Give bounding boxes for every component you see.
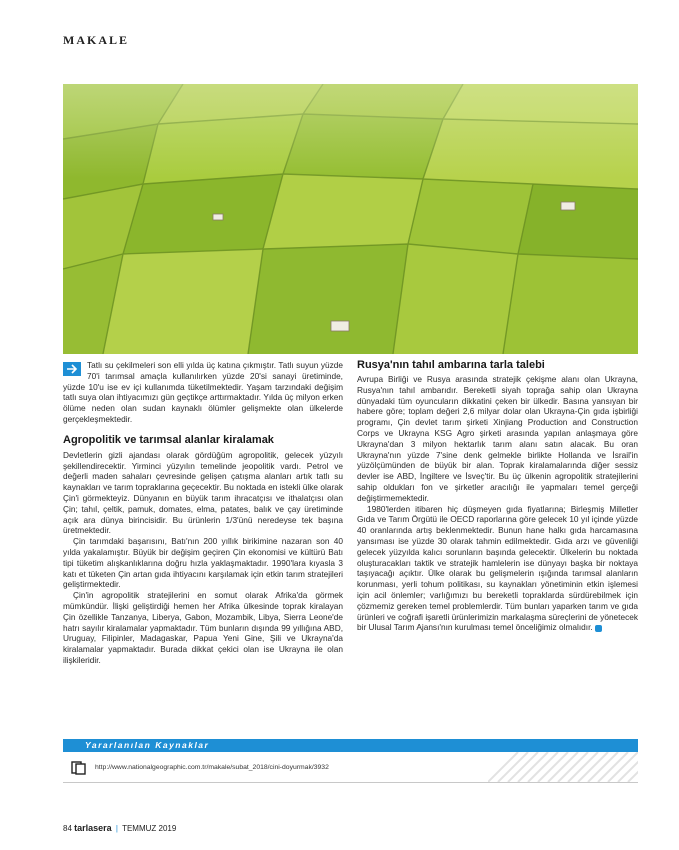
intro-block (63, 360, 343, 425)
stripe-pattern-icon (488, 752, 638, 782)
paragraph: Avrupa Birliği ve Rusya arasında stratejik çekişme alanı olan Ukrayna, Rusya'nın tahıl ambarıdır. Bereketli siyah toprağa sahip olan Ukrayna dünyadaki tüm oyuncuların dikkatini çeken bir ülkedir. Basına yansıyan bir habere göre; toplam değeri 2,6 milyar dolar olan Ukrayna-Çin gıda işbirliği programı, Çin devlet tarım şirketi Xinjiang Production and Construction Corps ve Ukrayna KSG Agro şirketi arasında yapılan anlaşmaya göre Ukrayna'dan 3 milyon hektarlık tarım alanı satın alacak. Bu oran Ukrayna'nın yüzde 7'sine denk gelmekle birlikte Hollanda ve İsrail'in yüzölçümünden de büyük bir alan. Toprak kiralamalarında diğer sessiz devler ise ABD, İngiltere ve İsveç'tir. Bu üç ülkenin agropolitik stratejilerini sahip oldukları fon ve şirketler aracılığı ile yapmaları temel gerçeği değiştirmemektedir. (357, 374, 638, 503)
issue-date: TEMMUZ 2019 (122, 824, 177, 833)
page-number: 84 (63, 824, 72, 833)
sources-title: Yararlanılan Kaynaklar (85, 740, 210, 750)
left-column (63, 360, 343, 666)
brand-name: tarlasera (74, 823, 112, 833)
paragraph (357, 504, 638, 634)
end-mark-icon (595, 625, 602, 632)
paragraph-text: 1980'lerden itibaren hiç düşmeyen gıda fiyatlarına; Birleşmiş Milletler Gıda ve Tarım Örgütü ile OECD raporlarına göre gelecek 10 yıl içinde yüzde 40 oranlarında artış beklenmektedir. Bunun hane halkı gıda harcamasına yansıması ise yüzde 30 olarak tahmin edilmektedir. Gıda arzı ve güvenliği gelecek yüzyılda kalıcı sorunların başında gelecektir. Ülkelerin bu noktada oluşturacakları taktik ve stratejik hamlelerin ise dünyayı başka bir noktaya taşıyacağı açıktır. Ülke olarak bu gelişmelerin ışığında tarımsal alanların korunması, yerli tohum politikası, su kaynakları yönetiminin etkin işlemesi için acil önlemler; varlığımızı bu bereketli topraklarda sürdürebilmek için çözmemiz gereken temel problemlerdir. Tüm bunları yaparken tarım ve gıda ürünleri ve coğrafi işaretli ürünlerimizin markalaşma süreçlerini de yönetecek bir Ulusal Tarım Ajansı'nın kurulması temel önceliğimiz olmalıdır. (357, 503, 638, 633)
sources-box (63, 752, 638, 783)
paragraph: Devletlerin gizli ajandası olarak gördüğüm agropolitik, gelecek yüzyılı şekillendirecektir. Yirminci yüzyılın temelinde jeopolitik vardı. Petrol ve değerli maden sahaları çevresinde gelişen çatışma alanları artık tatlı su kaynakları ve tarım topraklarına geçecektir. Bu noktada en istekli ülke olarak Çin'i görmekteyiz. Dünyanın en büyük tarım ihracatçısı ve ithalatçısı olan Çin; tahıl, çeltik, pamuk, domates, elma, patates, balık ve çay üretiminde açık ara dünya birincisidir. Bu ürünlerin 1/3'ünü neredeyse tek başına üretmektedir. (63, 449, 343, 536)
link-icon (71, 761, 87, 775)
intro-paragraph: Tatlı su çekilmeleri son elli yılda üç katına çıkmıştır. Tatlı suyun yüzde 70'i tarımsal amaçla kullanılırken yüzde 20'si sanayi üretiminde, yüzde 10'u ise ev içi kullanımda tüketilmektedir. Yaşam tarzındaki değişim tatlı suya olan ihtiyacımızı gün geçtikçe arttırmaktadır. Yılda üç milyon erken ölüme neden olan sudan kaynaklı ölümler gelişmekte olan ülkelerde gerçekleşmektedir. (63, 360, 343, 424)
page-footer (63, 823, 176, 833)
paragraph: Çin'in agropolitik stratejilerini en somut olarak Afrika'da görmek mümkündür. İlişki geliştirdiği hemen her Afrika ülkesinde toprak kiralayan Çin özellikle Tanzanya, Liberya, Gabon, Mozambik, Libya, Sierra Leone'de hatrı sayılır kiralamalar yapmaktadır. Tüm bunların dışında 99 yıllığına ABD, Uruguay, Filipinler, Madagaskar, Papua Yeni Gine, Şili ve Ukrayna'da kiralamalar yapmaktadır. Burada dikkat çekici olan ise Ukrayna ile olan ilişkileridir. (63, 590, 343, 665)
paragraph: Çin tarımdaki başarısını, Batı'nın 200 yıllık birikimine nazaran son 40 yılda yakalamıştır. Büyük bir değişim geçiren Çin ekonomisi ve kültürü Batı tipi tüketim alışkanlıklarına doğru hızla yaklaşmaktadır. 1990'lara kıyasla 3 katı et tüketen Çin artan gıda ihtiyacını karşılamak için etkin tarım stratejileri geliştirmektedir. (63, 536, 343, 590)
sources-header (63, 739, 638, 752)
section-heading-agropolitics: Agropolitik ve tarımsal alanlar kiralamak (63, 433, 274, 446)
right-column (357, 360, 638, 633)
section-heading-russia: Rusya'nın tahıl ambarına tarla talebi (357, 359, 545, 371)
section-label: MAKALE (63, 33, 129, 47)
source-link[interactable]: http://www.nationalgeographic.com.tr/makale/subat_2018/cini-doyurmak/3932 (95, 764, 329, 771)
footer-separator: | (115, 824, 118, 833)
arrow-right-icon (63, 362, 81, 376)
rice-terrace-aerial-photo (63, 84, 638, 354)
